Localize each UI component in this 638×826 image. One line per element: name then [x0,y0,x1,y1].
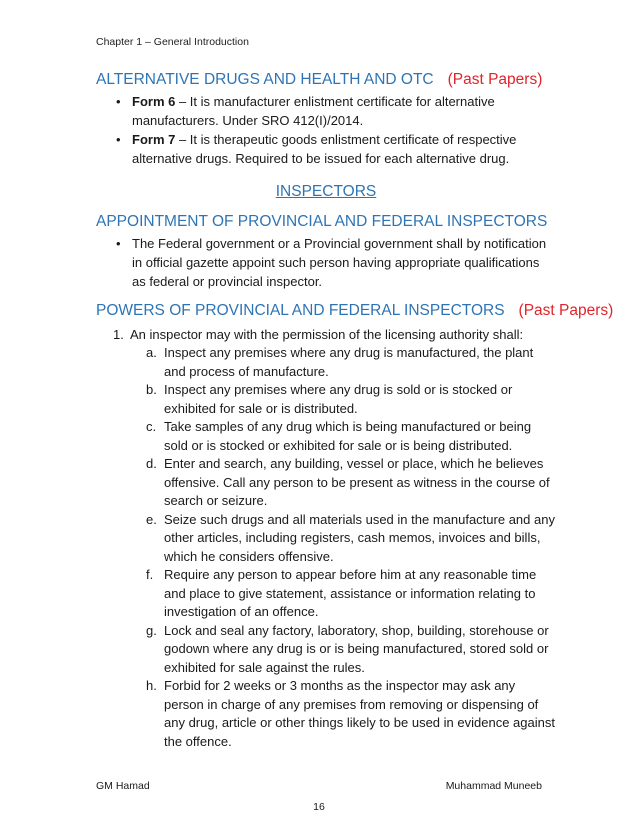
section-heading-appointment [96,212,556,232]
list-item [96,234,556,291]
sub-letter: f. [146,567,154,582]
sub-text: Inspect any premises where any drug is manufactured, the plant and process of manufacture. [164,345,534,379]
sub-text: Seize such drugs and all materials used in the manufacture and any other articles, including registers, cash memos, invoices and bills, which he considers offensive. [164,511,555,564]
item-bold: Form 6 [132,94,176,109]
sub-item [130,511,556,567]
page-content [96,70,614,751]
sub-text: Enter and search, any building, vessel or place, which he believes offensive. Call any person to be present as witness in the course of search or seizure. [164,456,550,508]
sub-text: Inspect any premises where any drug is sold or is stocked or exhibited for sale or is distributed. [164,382,513,416]
item-text: An inspector may with the permission of the licensing authority shall: [130,327,524,342]
inspectors-heading: INSPECTORS [275,183,377,200]
bullet-icon: • [116,236,121,251]
sub-letter: a. [146,345,157,360]
powers-list [96,325,556,751]
footer-left: GM Hamad [96,780,150,792]
sub-item [130,677,556,751]
sub-text: Lock and seal any factory, laboratory, shop, building, storehouse or godown where any drug is or is being manufactured, stored sold or exhibited for sale against the rules. [164,622,549,675]
bullet-icon: • [116,94,121,109]
running-header: Chapter 1 – General Introduction [96,36,249,48]
section-title: APPOINTMENT OF PROVINCIAL AND FEDERAL INSPECTORS [96,213,548,230]
sub-list [130,344,556,751]
footer-right: Muhammad Muneeb [445,780,542,792]
sub-text: Forbid for 2 weeks or 3 months as the inspector may ask any person in charge of any premises from removing or dispensing of any drug, article or other things likely to be used in evidence against the offence. [164,678,555,749]
item-bold: Form 7 [132,132,176,147]
list-item [96,92,556,130]
page-number: 16 [313,801,325,813]
bullet-icon: • [116,132,121,147]
section-heading-alternative-drugs [96,70,556,90]
sub-item [130,622,556,678]
section-title: POWERS OF PROVINCIAL AND FEDERAL INSPECTORS [96,302,505,319]
appointment-list [96,234,556,291]
section-title: ALTERNATIVE DRUGS AND HEALTH AND OTC [96,71,434,88]
form-list [96,92,556,168]
sub-item [130,455,556,511]
sub-letter: b. [146,382,157,397]
sub-letter: h. [146,678,157,693]
sub-item [130,381,556,418]
list-item [96,130,556,168]
past-papers-tag: (Past Papers) [447,71,543,88]
sub-letter: c. [146,419,157,434]
sub-letter: g. [146,622,157,638]
sub-letter: e. [146,511,157,527]
item-text: – It is therapeutic goods enlistment certificate of respective alternative drugs. Required to be issued for each alternative drug. [132,132,517,166]
section-heading-powers [96,301,614,321]
item-text: – It is manufacturer enlistment certificate for alternative manufacturers. Under SRO 412(I)/2014. [132,94,495,128]
sub-letter: d. [146,456,157,471]
sub-text: Take samples of any drug which is being manufactured or being sold or is stocked or exhibited for sale or is being distributed. [164,419,532,453]
past-papers-tag: (Past Papers) [518,302,614,319]
list-item [96,325,556,751]
sub-text: Require any person to appear before him at any reasonable time and place to give statement, assistance or information relating to investigation of an offence. [164,567,537,619]
item-number: 1. [113,327,124,342]
sub-item [130,344,556,381]
sub-item [130,566,556,622]
item-text: The Federal government or a Provincial government shall by notification in official gazette appoint such person having appropriate qualifications as federal or provincial inspector. [132,236,547,289]
sub-item [130,418,556,455]
